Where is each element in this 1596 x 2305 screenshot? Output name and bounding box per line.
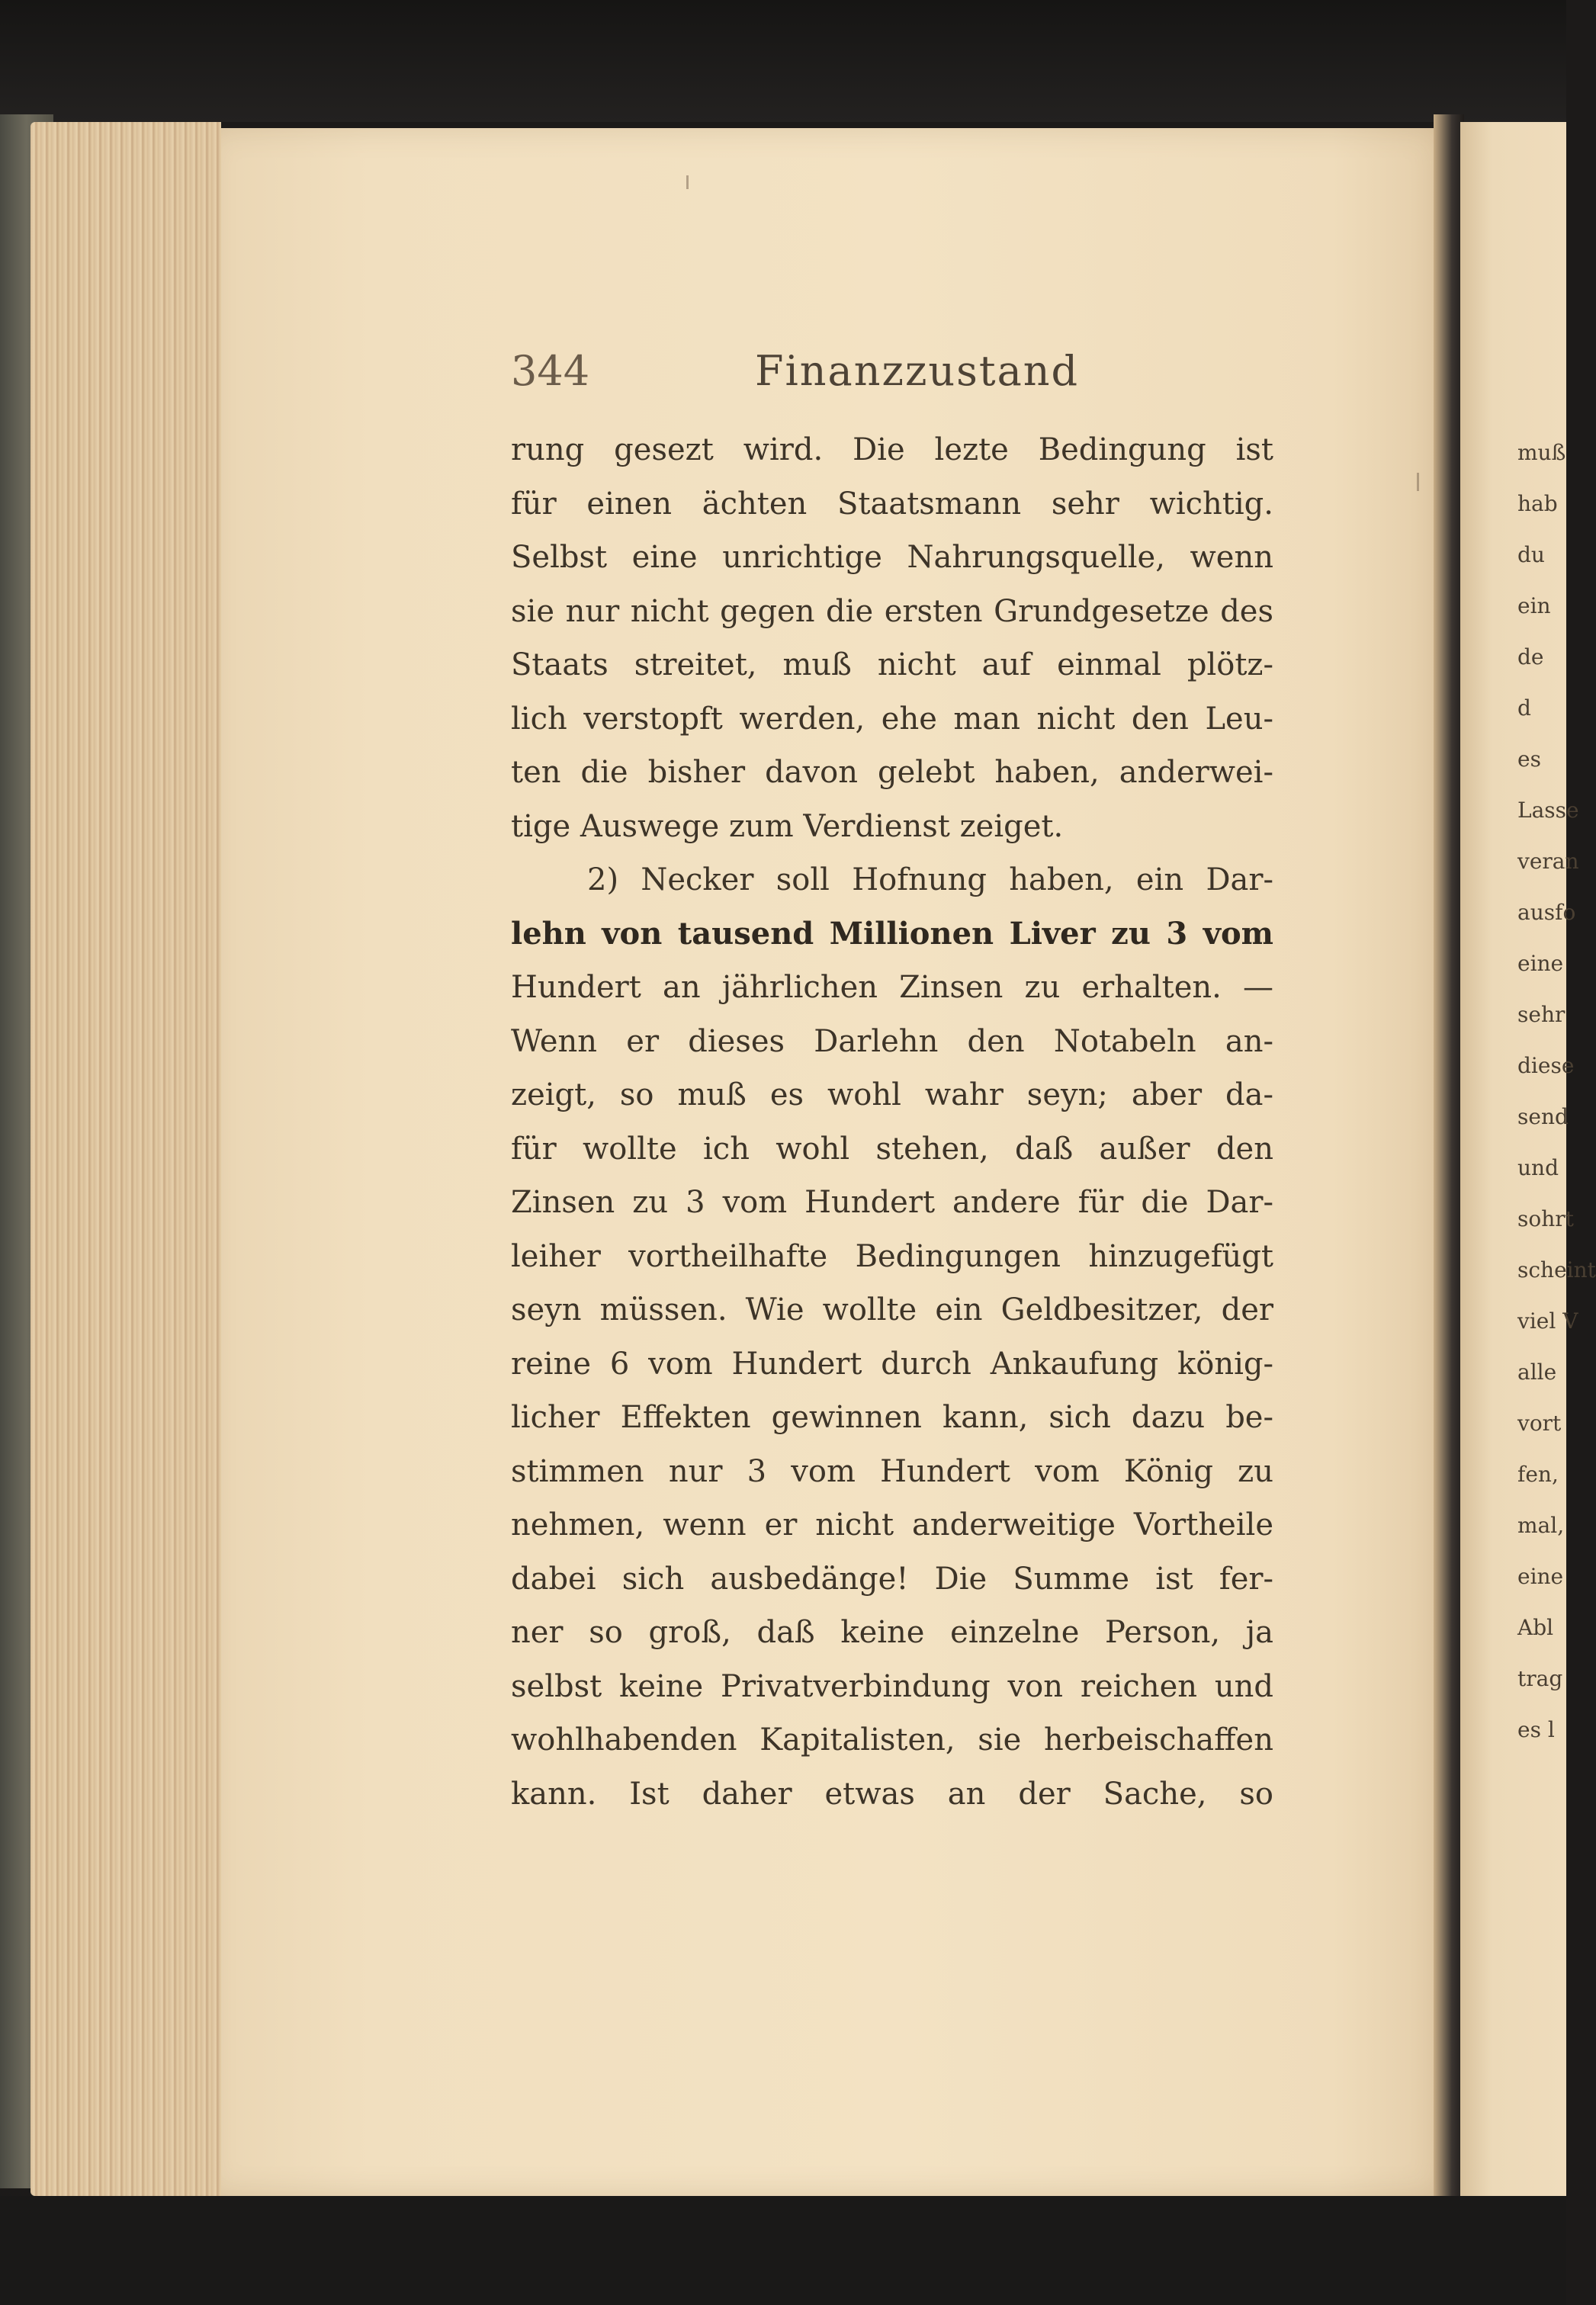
text-line: lehn von tausend Millionen Liver zu 3 vom: [511, 915, 1273, 952]
adjacent-fragment: sohrt: [1517, 1206, 1574, 1231]
text-line: stimmen nur 3 vom Hundert vom König zu: [511, 1453, 1273, 1489]
text-line: Zinsen zu 3 vom Hundert andere für die Dar-: [511, 1185, 1273, 1220]
text-line: kann. Ist daher etwas an der Sache, so: [511, 1776, 1273, 1812]
adjacent-fragment: es l: [1517, 1717, 1555, 1742]
dark-background-bottom: [0, 2196, 1566, 2305]
text-line: tige Auswege zum Verdienst zeiget.: [511, 808, 1064, 844]
adjacent-fragment: mal,: [1517, 1513, 1565, 1538]
adjacent-fragment: alle: [1517, 1360, 1557, 1385]
running-head: Finanzzustand: [755, 347, 1080, 395]
paper-mark: [1417, 473, 1419, 491]
text-line: Selbst eine unrichtige Nahrungsquelle, wenn: [511, 540, 1273, 575]
adjacent-fragment: muß: [1517, 440, 1566, 465]
page-stack-edges: [31, 122, 221, 2196]
adjacent-fragment: eine: [1517, 951, 1564, 976]
adjacent-fragment: scheint: [1517, 1257, 1596, 1283]
adjacent-fragment: vort: [1517, 1411, 1562, 1436]
adjacent-page-text: [1517, 427, 1596, 1755]
adjacent-fragment: viel V: [1517, 1308, 1578, 1334]
dark-background-top: [0, 0, 1566, 122]
text-line: für wollte ich wohl stehen, daß außer den: [511, 1131, 1273, 1167]
text-line: dabei sich ausbedänge! Die Summe ist fer-: [511, 1561, 1273, 1597]
adjacent-fragment: du: [1517, 542, 1545, 567]
text-line: selbst keine Privatverbindung von reichen und: [511, 1668, 1273, 1704]
adjacent-fragment: trag: [1517, 1666, 1563, 1691]
text-line: licher Effekten gewinnen kann, sich dazu be-: [511, 1400, 1273, 1435]
adjacent-fragment: ausfo: [1517, 900, 1576, 925]
adjacent-fragment: veran: [1517, 849, 1579, 874]
text-line: Staats streitet, muß nicht auf einmal plötz-: [511, 647, 1273, 682]
text-line: lich verstopft werden, ehe man nicht den Leu-: [511, 701, 1273, 737]
text-line: für einen ächten Staatsmann sehr wichtig.: [511, 486, 1273, 522]
adjacent-fragment: eine: [1517, 1564, 1564, 1589]
text-line: reine 6 vom Hundert durch Ankaufung könig-: [511, 1346, 1273, 1382]
adjacent-fragment: fen,: [1517, 1462, 1559, 1487]
text-line: rung gesezt wird. Die lezte Bedingung ist: [511, 432, 1273, 467]
text-line: ten die bisher davon gelebt haben, anderwei-: [511, 755, 1273, 790]
adjacent-fragment: es: [1517, 746, 1541, 772]
adjacent-fragment: und: [1517, 1155, 1559, 1180]
text-line: ner so groß, daß keine einzelne Person, ja: [511, 1615, 1273, 1650]
text-line: sie nur nicht gegen die ersten Grundgesetze des: [511, 593, 1273, 629]
page-number: 344: [511, 347, 590, 395]
adjacent-fragment: d: [1517, 695, 1531, 721]
text-line: nehmen, wenn er nicht anderweitige Vortheile: [511, 1507, 1273, 1543]
adjacent-fragment: hab: [1517, 491, 1558, 516]
book-gutter: [1434, 114, 1464, 2196]
page-header: [511, 347, 1273, 400]
text-line: Hundert an jährlichen Zinsen zu erhalten. —: [511, 970, 1273, 1005]
paper-mark: [686, 175, 689, 189]
text-line: leiher vortheilhafte Bedingungen hinzugefügt: [511, 1238, 1273, 1274]
adjacent-fragment: Abl: [1517, 1615, 1554, 1640]
page-body: [511, 423, 1273, 1821]
adjacent-fragment: ein: [1517, 593, 1551, 618]
adjacent-fragment: sehr: [1517, 1002, 1565, 1027]
adjacent-fragment: Lasse: [1517, 798, 1579, 823]
text-line: zeigt, so muß es wohl wahr seyn; aber da-: [511, 1077, 1273, 1112]
adjacent-fragment: diese: [1517, 1053, 1575, 1078]
adjacent-fragment: send: [1517, 1104, 1569, 1129]
text-line: 2) Necker soll Hofnung haben, ein Dar-: [587, 862, 1273, 897]
text-line: seyn müssen. Wie wollte ein Geldbesitzer, der: [511, 1292, 1273, 1327]
text-line: Wenn er dieses Darlehn den Notabeln an-: [511, 1023, 1273, 1059]
text-line: wohlhabenden Kapitalisten, sie herbeischaffen: [511, 1722, 1273, 1758]
adjacent-fragment: de: [1517, 644, 1544, 669]
